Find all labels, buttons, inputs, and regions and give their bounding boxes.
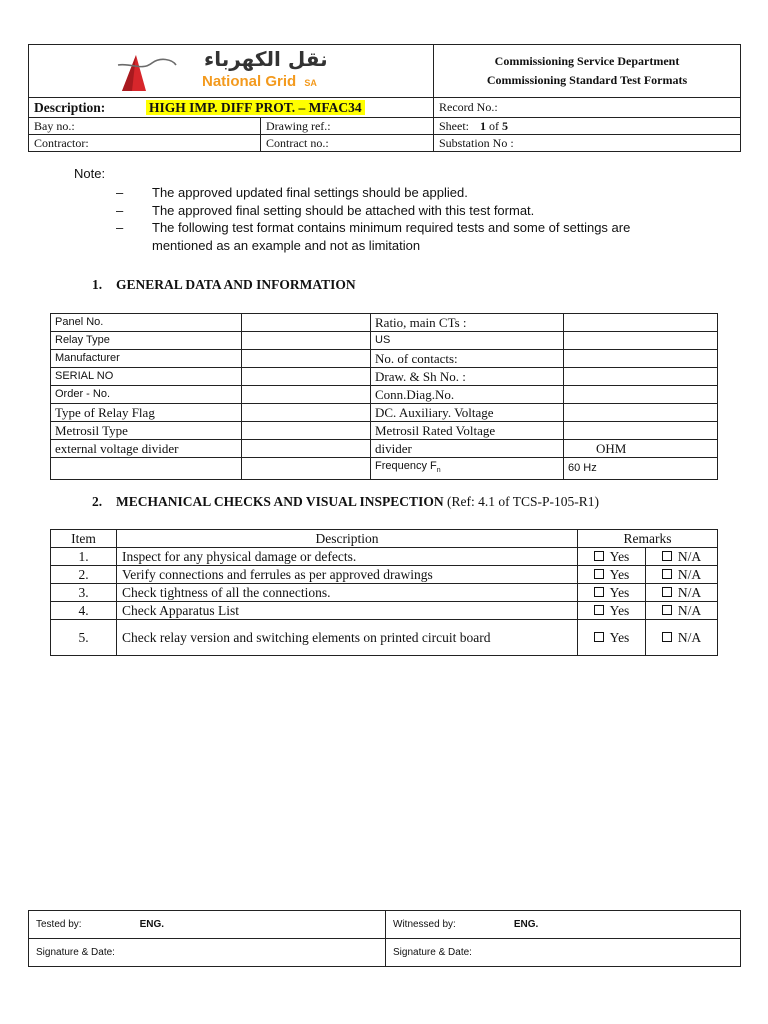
- item-description: Check Apparatus List: [117, 602, 578, 620]
- header-table: [28, 44, 741, 152]
- witnessed-by-label: Witnessed by:: [393, 919, 456, 930]
- section-1-heading: [92, 277, 356, 293]
- general-label: US: [371, 332, 564, 350]
- description-cell: [29, 98, 434, 118]
- na-checkbox[interactable]: [646, 620, 718, 656]
- general-data-table: [50, 313, 718, 480]
- section-1-number: 1.: [92, 277, 103, 292]
- general-value: [564, 350, 718, 368]
- record-cell: [434, 98, 741, 118]
- general-value: [242, 404, 371, 422]
- notes-block: [74, 166, 674, 254]
- table-row: [51, 566, 718, 584]
- logo: [34, 45, 428, 97]
- general-value: [242, 386, 371, 404]
- sheet-label: Sheet:: [439, 118, 469, 133]
- table-row: [51, 404, 718, 422]
- general-value: [242, 332, 371, 350]
- bay-label: Bay no.:: [34, 118, 75, 133]
- table-row: [51, 548, 718, 566]
- item-number: 2.: [51, 566, 117, 584]
- general-label: DC. Auxiliary. Voltage: [371, 404, 564, 422]
- yes-checkbox[interactable]: [578, 584, 646, 602]
- na-label: N/A: [677, 567, 702, 582]
- logo-english-text: [202, 73, 317, 90]
- sheet-cell: [434, 118, 741, 135]
- item-number: 3.: [51, 584, 117, 602]
- general-value: [242, 422, 371, 440]
- general-value: [564, 314, 718, 332]
- checkbox-icon: [662, 605, 672, 615]
- substation-label: Substation No :: [439, 135, 514, 150]
- general-value: [564, 368, 718, 386]
- general-value: [242, 314, 371, 332]
- item-description: Check tightness of all the connections.: [117, 584, 578, 602]
- yes-checkbox[interactable]: [578, 566, 646, 584]
- general-label: [51, 458, 242, 480]
- logo-suffix: SA: [304, 78, 317, 88]
- note-item: [74, 219, 674, 254]
- note-dash: –: [116, 202, 124, 218]
- tested-eng: ENG.: [139, 919, 165, 930]
- item-description: Inspect for any physical damage or defects.: [117, 548, 578, 566]
- na-label: N/A: [677, 603, 702, 618]
- yes-label: Yes: [609, 603, 630, 618]
- checkbox-icon: [594, 551, 604, 561]
- table-row: [51, 584, 718, 602]
- general-label: Order - No.: [51, 386, 242, 404]
- sheet-number: 1: [480, 118, 486, 133]
- na-checkbox[interactable]: [646, 566, 718, 584]
- section-2-title: MECHANICAL CHECKS AND VISUAL INSPECTION: [116, 494, 444, 509]
- table-row: [51, 458, 718, 480]
- general-label: Panel No.: [51, 314, 242, 332]
- logo-cell: [29, 45, 434, 98]
- checkbox-icon: [594, 605, 604, 615]
- general-value: [242, 350, 371, 368]
- item-description: Verify connections and ferrules as per approved drawings: [117, 566, 578, 584]
- section-2-ref: (Ref: 4.1 of TCS-P-105-R1): [446, 494, 599, 509]
- na-checkbox[interactable]: [646, 584, 718, 602]
- general-label: Metrosil Rated Voltage: [371, 422, 564, 440]
- yes-checkbox[interactable]: [578, 548, 646, 566]
- na-label: N/A: [677, 549, 702, 564]
- general-value: [242, 458, 371, 480]
- general-label: Relay Type: [51, 332, 242, 350]
- item-number: 1.: [51, 548, 117, 566]
- yes-checkbox[interactable]: [578, 620, 646, 656]
- general-label: Ratio, main CTs :: [371, 314, 564, 332]
- witnessed-by-cell: [386, 911, 741, 939]
- na-checkbox[interactable]: [646, 548, 718, 566]
- note-text: The approved updated final settings should be applied.: [152, 185, 468, 200]
- item-description: Check relay version and switching elements on printed circuit board: [117, 620, 578, 656]
- note-text: The approved final setting should be attached with this test format.: [152, 202, 535, 218]
- checkbox-icon: [662, 632, 672, 642]
- yes-label: Yes: [609, 630, 630, 645]
- item-number: 5.: [51, 620, 117, 656]
- record-label: Record No.:: [439, 100, 498, 114]
- table-row: [51, 386, 718, 404]
- tested-by-cell: [29, 911, 386, 939]
- yes-checkbox[interactable]: [578, 602, 646, 620]
- sheet-total: 5: [502, 118, 508, 133]
- national-grid-logo-icon: [112, 49, 212, 93]
- general-label: Type of Relay Flag: [51, 404, 242, 422]
- general-label: external voltage divider: [51, 440, 242, 458]
- checkbox-icon: [594, 632, 604, 642]
- contract-cell: [261, 135, 434, 152]
- general-label: SERIAL NO: [51, 368, 242, 386]
- formats-title: Commissioning Standard Test Formats: [486, 73, 688, 87]
- yes-label: Yes: [609, 567, 630, 582]
- contractor-cell: [29, 135, 261, 152]
- note-dash: –: [116, 185, 124, 200]
- table-row: [51, 620, 718, 656]
- general-value: [564, 404, 718, 422]
- logo-english-name: National Grid: [202, 73, 297, 90]
- notes-title: Note:: [74, 166, 106, 181]
- general-label: Draw. & Sh No. :: [371, 368, 564, 386]
- table-row: [51, 602, 718, 620]
- department-cell: [434, 45, 741, 98]
- na-label: N/A: [677, 585, 702, 600]
- signature-date-right: Signature & Date:: [386, 939, 741, 967]
- drawing-cell: [261, 118, 434, 135]
- general-label: divider: [371, 440, 564, 458]
- table-row: [51, 350, 718, 368]
- signature-table: [28, 910, 741, 967]
- general-value: [242, 440, 371, 458]
- note-item: [74, 184, 674, 202]
- header-description: Description: [117, 530, 578, 548]
- item-number: 4.: [51, 602, 117, 620]
- sheet-of: of: [489, 118, 499, 133]
- table-header-row: [51, 530, 718, 548]
- description-value: HIGH IMP. DIFF PROT. – MFAC34: [146, 100, 365, 115]
- table-row: [51, 422, 718, 440]
- section-2-number: 2.: [92, 494, 103, 509]
- description-label: Description:: [34, 99, 106, 115]
- substation-cell: [434, 135, 741, 152]
- checkbox-icon: [662, 569, 672, 579]
- yes-label: Yes: [609, 585, 630, 600]
- note-item: [74, 202, 674, 220]
- general-value: [564, 422, 718, 440]
- na-checkbox[interactable]: [646, 602, 718, 620]
- table-row: [51, 368, 718, 386]
- signature-date-left: Signature & Date:: [29, 939, 386, 967]
- checkbox-icon: [662, 587, 672, 597]
- na-label: N/A: [677, 630, 702, 645]
- frequency-subscript: n: [436, 467, 441, 475]
- frequency-label: Frequency F: [375, 460, 437, 472]
- yes-label: Yes: [609, 549, 630, 564]
- general-value: OHM: [564, 440, 718, 458]
- checkbox-icon: [662, 551, 672, 561]
- general-label: No. of contacts:: [371, 350, 564, 368]
- table-row: [51, 314, 718, 332]
- section-2-heading: [92, 494, 599, 510]
- note-text: The following test format contains minimum required tests and some of settings are mentioned as an example and not as limitation: [152, 220, 631, 253]
- general-value: 60 Hz: [564, 458, 718, 480]
- note-dash: –: [116, 220, 124, 235]
- contract-label: Contract no.:: [266, 135, 329, 150]
- table-row: [51, 440, 718, 458]
- checkbox-icon: [594, 569, 604, 579]
- drawing-label: Drawing ref.:: [266, 118, 331, 133]
- header-remarks: Remarks: [578, 530, 718, 548]
- general-label: Manufacturer: [51, 350, 242, 368]
- contractor-label: Contractor:: [34, 135, 89, 150]
- checkbox-icon: [594, 587, 604, 597]
- general-value: [242, 368, 371, 386]
- general-label: [371, 458, 564, 480]
- section-1-title: GENERAL DATA AND INFORMATION: [116, 277, 356, 292]
- general-label: Metrosil Type: [51, 422, 242, 440]
- mechanical-checks-table: [50, 529, 718, 656]
- general-label: Conn.Diag.No.: [371, 386, 564, 404]
- logo-arabic-text: نقل الكهرباء: [204, 47, 328, 71]
- header-item: Item: [51, 530, 117, 548]
- general-value: [564, 386, 718, 404]
- tested-by-label: Tested by:: [36, 919, 82, 930]
- witnessed-eng: ENG.: [513, 919, 539, 930]
- bay-cell: [29, 118, 261, 135]
- department-title: Commissioning Service Department: [494, 54, 680, 68]
- table-row: [51, 332, 718, 350]
- general-value: [564, 332, 718, 350]
